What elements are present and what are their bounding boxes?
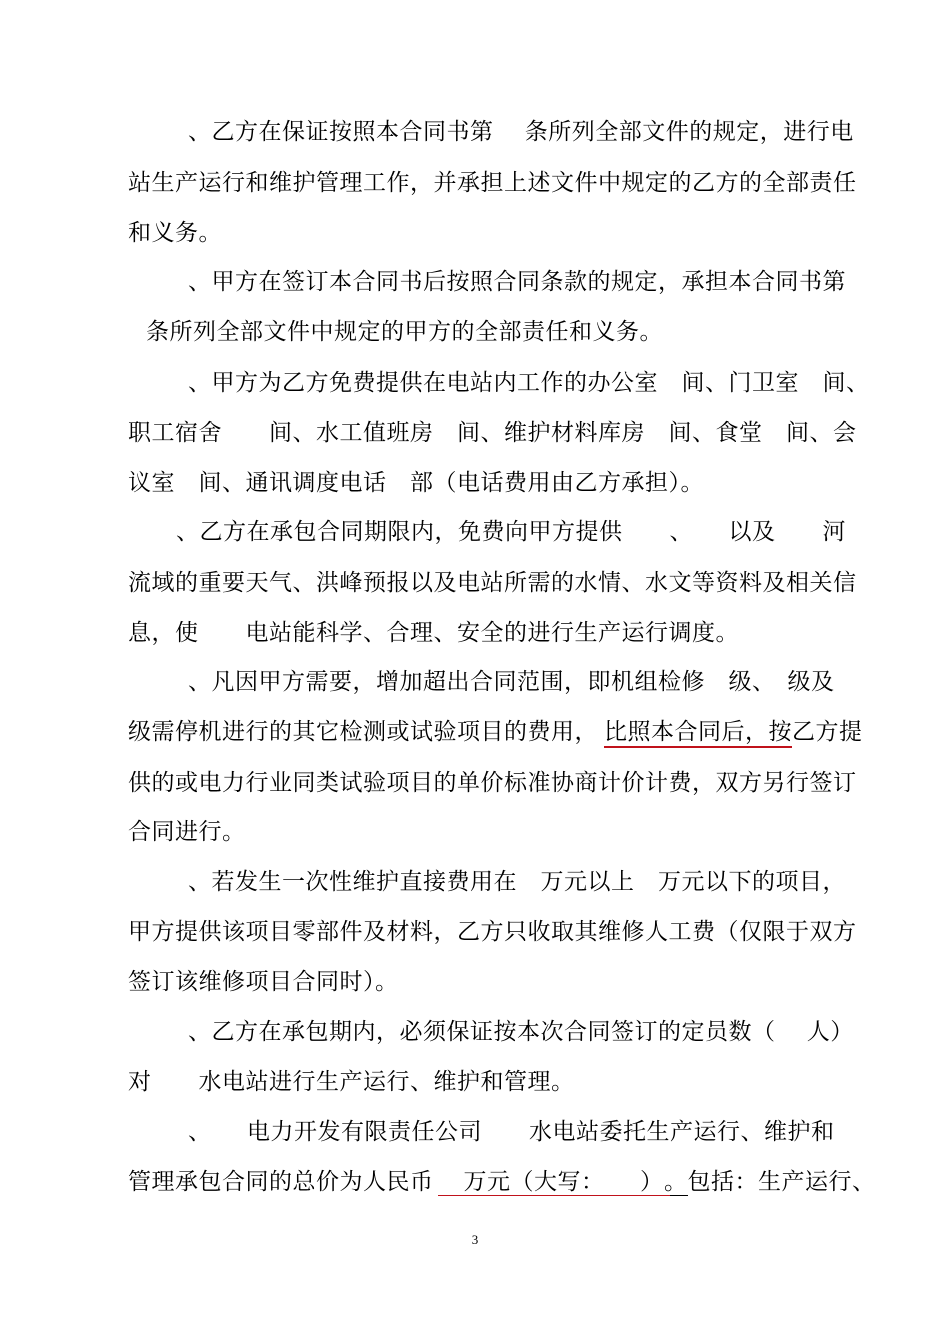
para5-line4: 合同进行。 bbox=[128, 819, 246, 845]
para6-line1: 、若发生一次性维护直接费用在 万元以上 万元以下的项目， bbox=[188, 869, 846, 895]
para5-line2-end: 乙方提 bbox=[792, 719, 863, 745]
para5-line1: 、凡因甲方需要，增加超出合同范围，即机组检修 级、 级及 bbox=[188, 669, 835, 695]
para6-line2: 甲方提供该项目零部件及材料，乙方只收取其维修人工费（仅限于双方 bbox=[128, 919, 857, 945]
para1-line1: 、乙方在保证按照本合同书第 条所列全部文件的规定，进行电 bbox=[188, 119, 854, 145]
para5-line2-underlined: 比照本合同后，按 bbox=[604, 719, 792, 745]
para5-line2-start: 级需停机进行的其它检测或试验项目的费用， bbox=[128, 719, 598, 745]
para4-line3: 息，使 电站能科学、合理、安全的进行生产运行调度。 bbox=[128, 620, 739, 646]
para7-line1: 、乙方在承包期内，必须保证按本次合同签订的定员数（ 人） bbox=[188, 1019, 854, 1045]
para3-line2: 职工宿舍 间、水工值班房 间、维护材料库房 间、食堂 间、会 bbox=[128, 420, 857, 446]
para3-line1: 、甲方为乙方免费提供在电站内工作的办公室 间、门卫室 间、 bbox=[188, 370, 870, 396]
red-underline-1 bbox=[604, 746, 792, 748]
para2-line1: 、甲方在签订本合同书后按照合同条款的规定，承担本合同书第 bbox=[188, 269, 846, 295]
para6-line3: 签订该维修项目合同时）。 bbox=[128, 969, 399, 995]
para1-line3: 和义务。 bbox=[128, 220, 222, 246]
para2-line2: 条所列全部文件中规定的甲方的全部责任和义务。 bbox=[146, 319, 663, 345]
para8-line2-end: 。包括：生产运行、 bbox=[664, 1169, 876, 1195]
para8-line2-amount: 万元（大写： ） bbox=[440, 1169, 664, 1195]
para8-line2-start: 管理承包合同的总价为人民币 bbox=[128, 1169, 434, 1195]
para4-line2: 流域的重要天气、洪峰预报以及电站所需的水情、水文等资料及相关信 bbox=[128, 570, 857, 596]
black-underline bbox=[670, 1195, 688, 1196]
para8-line1: 、 电力开发有限责任公司 水电站委托生产运行、维护和 bbox=[188, 1119, 835, 1145]
para5-line3: 供的或电力行业同类试验项目的单价标准协商计价计费，双方另行签订 bbox=[128, 770, 857, 796]
para4-line1: 、乙方在承包合同期限内，免费向甲方提供 、 以及 河 bbox=[176, 519, 846, 545]
para1-line2: 站生产运行和维护管理工作，并承担上述文件中规定的乙方的全部责任 bbox=[128, 170, 857, 196]
red-underline-2 bbox=[438, 1195, 670, 1196]
para3-line3: 议室 间、通讯调度电话 部（电话费用由乙方承担）。 bbox=[128, 470, 704, 496]
page-number: 3 bbox=[471, 1232, 479, 1247]
para7-line2: 对 水电站进行生产运行、维护和管理。 bbox=[128, 1069, 575, 1095]
